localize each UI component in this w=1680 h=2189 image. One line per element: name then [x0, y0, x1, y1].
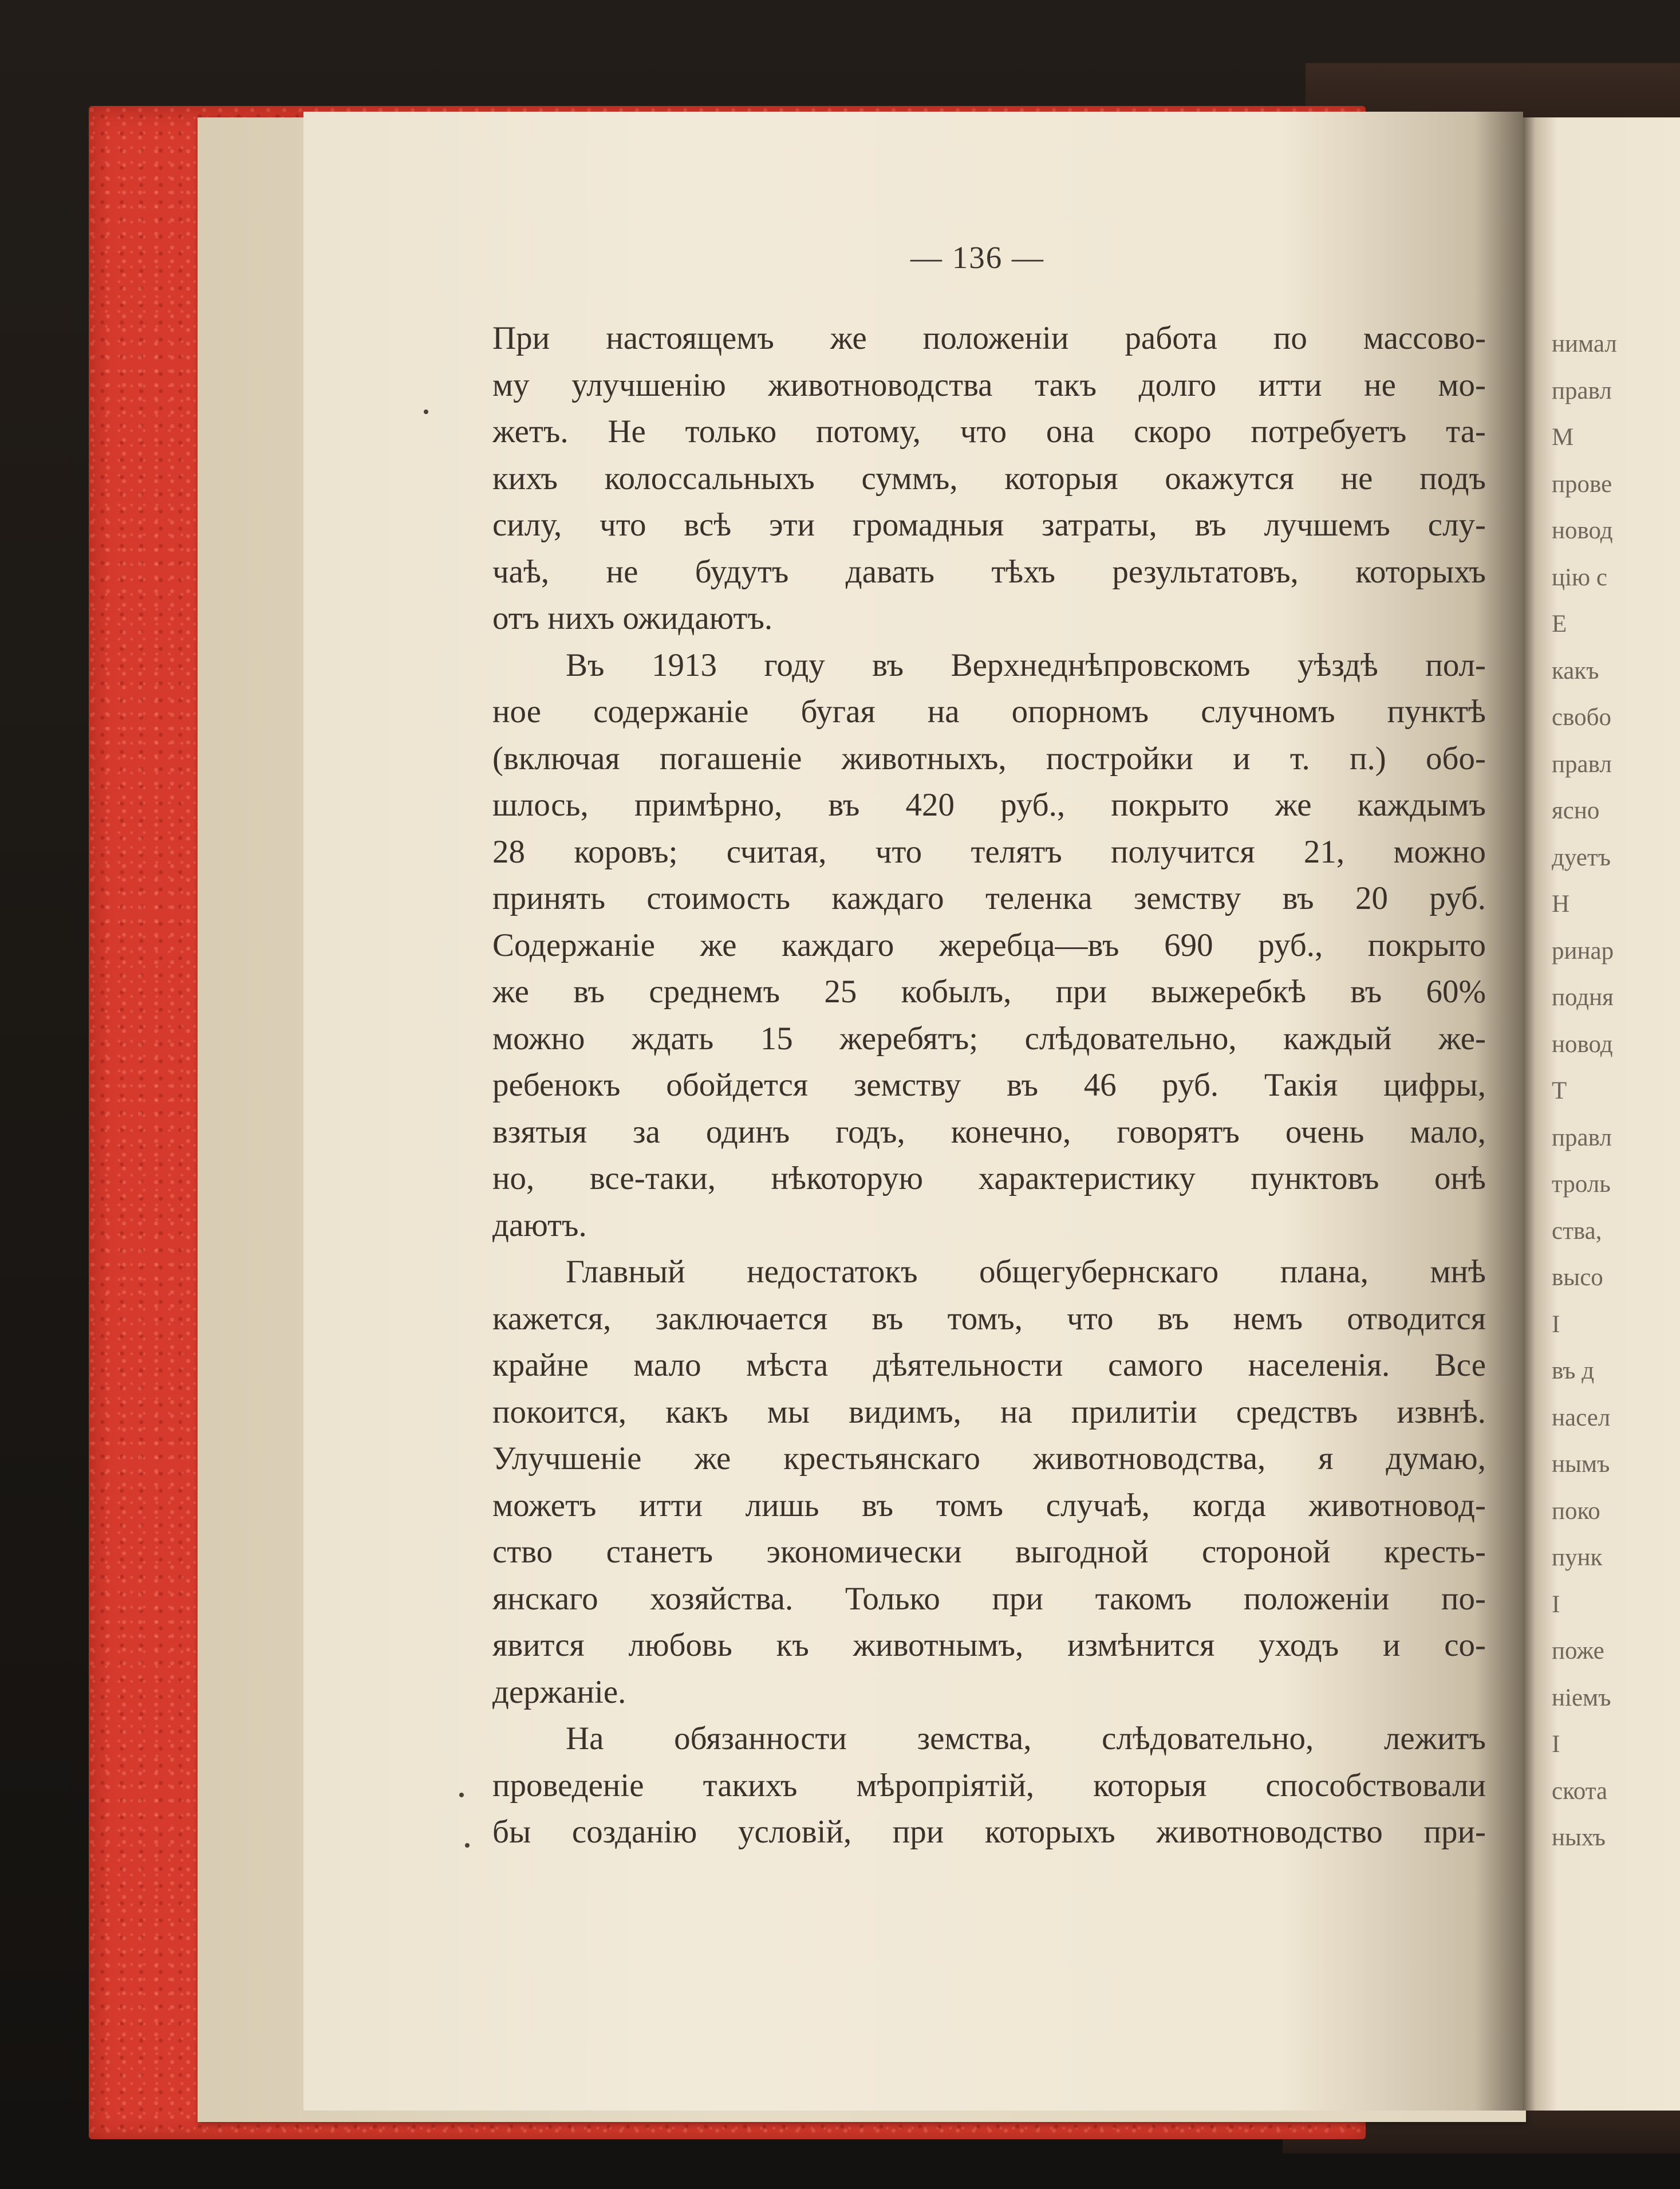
facing-text-fragment: Е	[1552, 611, 1567, 637]
facing-text-fragment: новод	[1552, 1030, 1613, 1058]
facing-text-fragment: высо	[1552, 1264, 1603, 1291]
text-line: даютъ.	[492, 1207, 587, 1243]
text-line: шлось, примѣрно, въ 420 руб., покрыто же каждымъ	[492, 787, 1486, 823]
facing-text-fragment: поко	[1552, 1497, 1600, 1525]
page-number: — 136 —	[910, 240, 1044, 275]
text-line: му улучшенію животноводства такъ долго итти не мо-	[492, 367, 1486, 403]
facing-text-fragment: пунк	[1552, 1544, 1603, 1571]
text-line: На обязанности земства, слѣдовательно, лежитъ	[566, 1721, 1486, 1757]
margin-speck	[459, 1793, 464, 1797]
facing-text-fragment: ства,	[1552, 1217, 1602, 1245]
text-line: При настоящемъ же положеніи работа по массово-	[492, 320, 1486, 356]
text-line: Содержаніе же каждаго жеребца—въ 690 руб., покрыто	[492, 927, 1486, 963]
margin-speck	[424, 410, 428, 414]
facing-text-fragment: какъ	[1552, 657, 1599, 684]
text-line: кихъ колоссальныхъ суммъ, которыя окажутся не подъ	[492, 460, 1486, 497]
facing-text-fragment: I	[1552, 1590, 1560, 1618]
text-line: же въ среднемъ 25 кобылъ, при выжеребкѣ въ 60%	[492, 974, 1486, 1010]
text-line: Въ 1913 году въ Верхнеднѣпровскомъ уѣздѣ пол-	[566, 647, 1486, 683]
text-line: явится любовь къ животнымъ, измѣнится уходъ и со-	[492, 1627, 1486, 1663]
text-line: чаѣ, не будутъ давать тѣхъ результатовъ, которыхъ	[492, 553, 1486, 590]
facing-text-fragment: свобо	[1552, 704, 1611, 731]
facing-text-fragment: скота	[1552, 1777, 1608, 1805]
facing-text-fragment: ринар	[1552, 937, 1614, 964]
facing-text-fragment: ныхъ	[1552, 1824, 1606, 1851]
facing-text-fragment: троль	[1552, 1171, 1611, 1198]
facing-text-fragment: цію с	[1552, 564, 1607, 591]
facing-text-fragment: прове	[1552, 470, 1612, 498]
text-line: кажется, заключается въ томъ, что въ немъ отводится	[492, 1300, 1486, 1337]
facing-text-fragment: новод	[1552, 517, 1613, 544]
text-line: проведеніе такихъ мѣропріятій, которыя способствовали	[492, 1767, 1486, 1804]
facing-text-fragment: правл	[1552, 377, 1612, 404]
text-line: жетъ. Не только потому, что она скоро потребуетъ та-	[492, 414, 1486, 450]
facing-text-fragment: нымъ	[1552, 1451, 1610, 1478]
text-line: можно ждать 15 жеребятъ; слѣдовательно, каждый же-	[492, 1020, 1486, 1057]
facing-text-fragment: поже	[1552, 1637, 1604, 1664]
text-line: ное содержаніе бугая на опорномъ случномъ пунктѣ	[492, 694, 1486, 730]
facing-text-fragment: I	[1552, 1731, 1560, 1758]
facing-text-fragment: дуетъ	[1552, 844, 1611, 871]
facing-text-fragment: правл	[1552, 750, 1612, 778]
page-body-text	[492, 315, 1486, 1856]
text-line: Улучшеніе же крестьянскаго животноводства, я думаю,	[492, 1440, 1486, 1477]
facing-text-fragment: ніемъ	[1552, 1684, 1611, 1711]
text-line: 28 коровъ; считая, что телятъ получится 21, можно	[492, 833, 1486, 870]
text-line: покоится, какъ мы видимъ, на прилитіи средствъ извнѣ.	[492, 1393, 1486, 1430]
text-line: но, все-таки, нѣкоторую характеристику пунктовъ онѣ	[492, 1160, 1486, 1196]
facing-text-fragment: нимал	[1552, 330, 1617, 357]
facing-text-fragment: правл	[1552, 1124, 1612, 1151]
facing-text-fragment: I	[1552, 1310, 1560, 1338]
facing-text-fragment: подня	[1552, 984, 1614, 1011]
text-line: силу, что всѣ эти громадныя затраты, въ лучшемъ слу-	[492, 507, 1486, 543]
text-line: ребенокъ обойдется земству въ 46 руб. Такія цифры,	[492, 1067, 1486, 1103]
text-line: (включая погашеніе животныхъ, постройки и т. п.) обо-	[492, 740, 1486, 777]
text-line: бы созданію условій, при которыхъ животноводство при-	[492, 1814, 1486, 1850]
text-line: можетъ итти лишь въ томъ случаѣ, когда животновод-	[492, 1487, 1486, 1523]
facing-text-fragment: въ д	[1552, 1357, 1595, 1384]
facing-text-fragment: ясно	[1552, 797, 1600, 824]
facing-text-fragment: М	[1552, 424, 1574, 451]
facing-text-fragment: Н	[1552, 891, 1570, 918]
facing-page-text	[1552, 321, 1680, 1861]
text-line: отъ нихъ ожидаютъ.	[492, 600, 773, 636]
text-line: держаніе.	[492, 1674, 626, 1710]
text-line: взятыя за одинъ годъ, конечно, говорятъ очень мало,	[492, 1113, 1486, 1150]
facing-text-fragment: Т	[1552, 1077, 1567, 1104]
text-line: ство станетъ экономически выгодной стороной кресть-	[492, 1534, 1486, 1570]
text-line: принять стоимость каждаго теленка земству въ 20 руб.	[492, 880, 1486, 916]
text-line: крайне мало мѣста дѣятельности самого населенія. Все	[492, 1347, 1486, 1383]
text-line: янскаго хозяйства. Только при такомъ положеніи по-	[492, 1580, 1486, 1617]
text-line: Главный недостатокъ общегубернскаго плана, мнѣ	[566, 1254, 1486, 1290]
margin-speck	[465, 1843, 470, 1848]
facing-text-fragment: насел	[1552, 1404, 1611, 1431]
